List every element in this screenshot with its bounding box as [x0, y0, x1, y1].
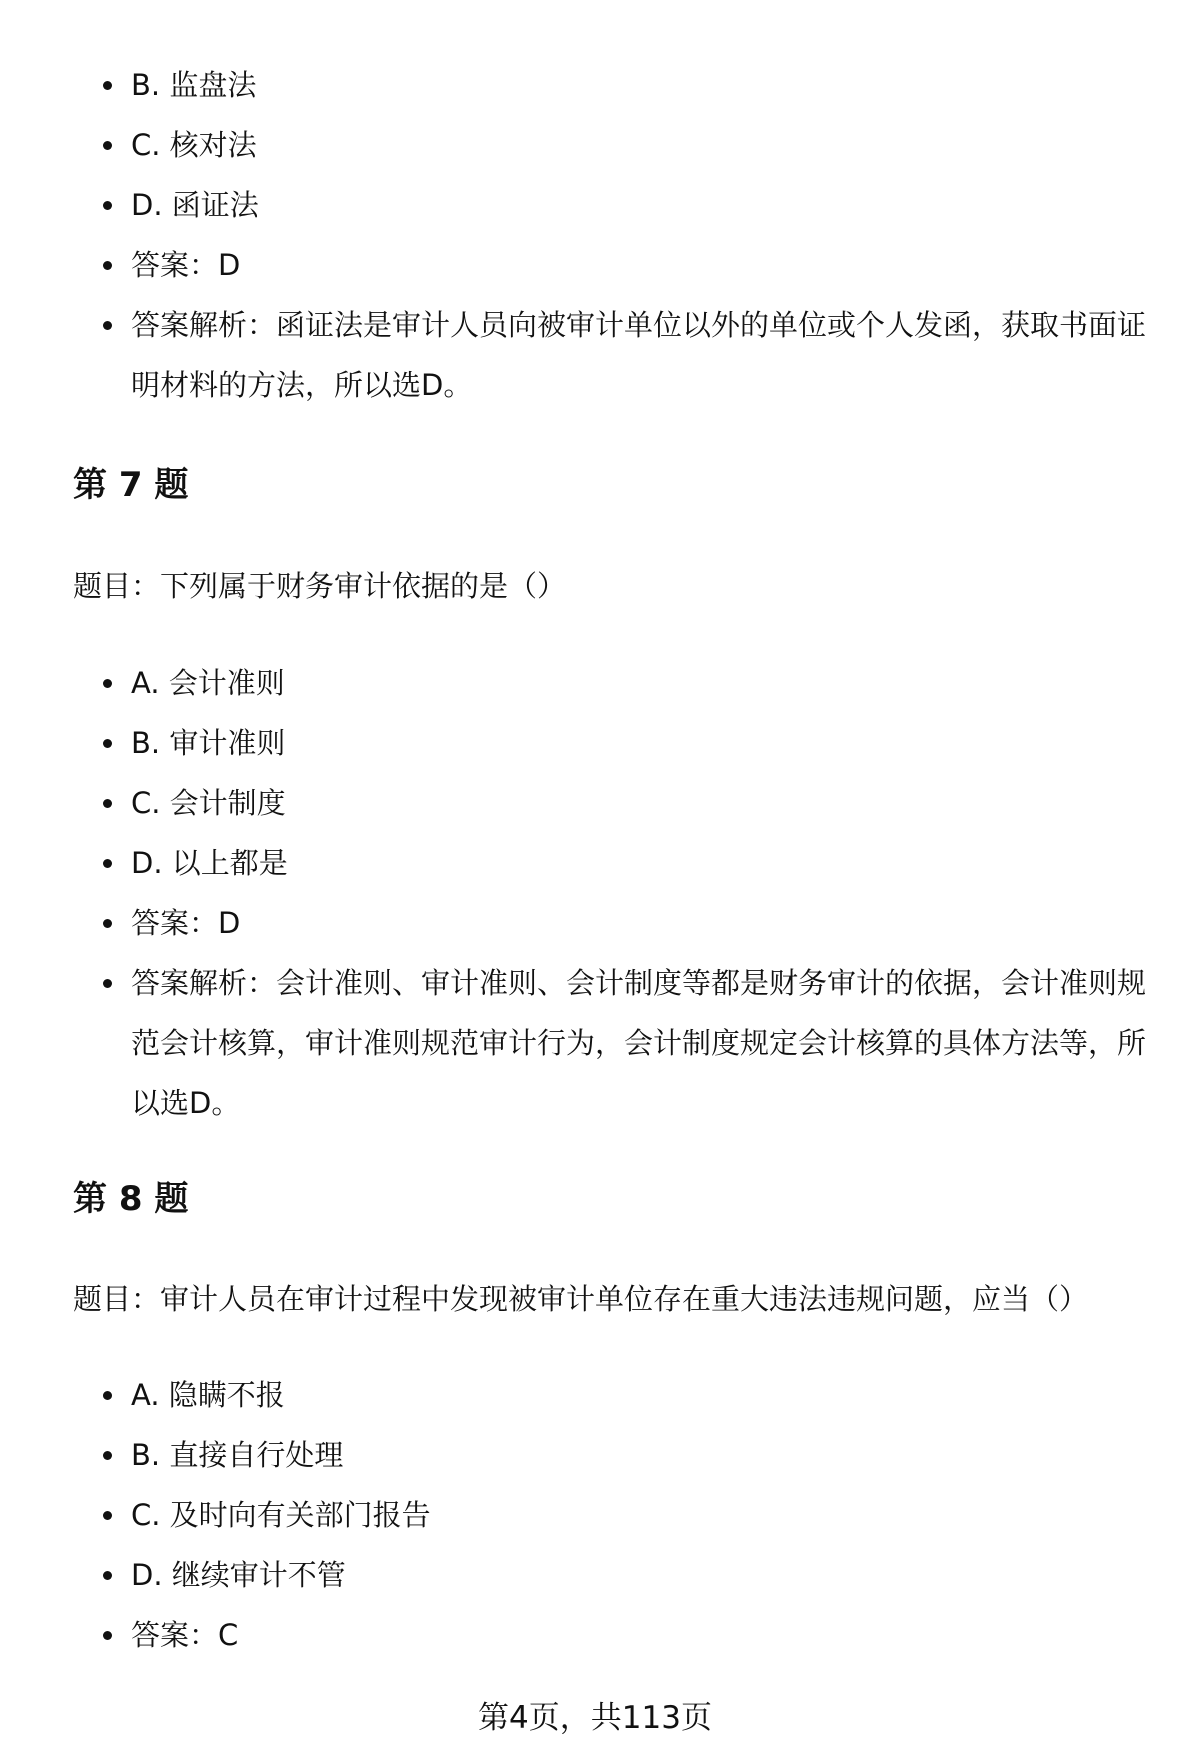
list-item — [0, 295, 1190, 415]
bullet-icon — [103, 1391, 112, 1400]
list-item — [0, 115, 1190, 175]
bullet-icon — [103, 141, 112, 150]
q6-analysis: 答案解析：函证法是审计人员向被审计单位以外的单位或个人发函，获取书面证明材料的方法，所以选D。 — [131, 308, 1147, 402]
q7-heading: 第 7 题 — [73, 465, 189, 505]
q6-option-c: C. 核对法 — [131, 128, 257, 162]
q7-question: 题目：下列属于财务审计依据的是（） — [73, 569, 567, 603]
bullet-icon — [103, 859, 112, 868]
q7-option-b: B. 审计准则 — [131, 726, 286, 760]
q8-option-a: A. 隐瞒不报 — [131, 1378, 285, 1412]
list-item — [0, 653, 1190, 713]
bullet-icon — [103, 321, 112, 330]
q7-option-d: D. 以上都是 — [131, 846, 288, 880]
q6-option-d: D. 函证法 — [131, 188, 259, 222]
list-item — [0, 893, 1190, 953]
list-item — [0, 1545, 1190, 1605]
bullet-icon — [103, 1571, 112, 1580]
list-item — [0, 833, 1190, 893]
q7-option-c: C. 会计制度 — [131, 786, 286, 820]
list-item — [0, 713, 1190, 773]
q8-option-list — [0, 1365, 1190, 1665]
q7-option-list — [0, 653, 1190, 1133]
list-item — [0, 1485, 1190, 1545]
q8-heading: 第 8 题 — [73, 1179, 189, 1219]
bullet-icon — [103, 979, 112, 988]
q8-option-c: C. 及时向有关部门报告 — [131, 1498, 431, 1532]
bullet-icon — [103, 799, 112, 808]
bullet-icon — [103, 679, 112, 688]
list-item — [0, 1605, 1190, 1665]
list-item — [0, 1425, 1190, 1485]
q7-answer: 答案：D — [131, 906, 241, 940]
q7-analysis: 答案解析：会计准则、审计准则、会计制度等都是财务审计的依据，会计准则规范会计核算，审计准则规范审计行为，会计制度规定会计核算的具体方法等，所以选D。 — [131, 966, 1147, 1120]
q8-answer: 答案：C — [131, 1618, 239, 1652]
q7-option-a: A. 会计准则 — [131, 666, 285, 700]
q8-option-b: B. 直接自行处理 — [131, 1438, 344, 1472]
q6-answer: 答案：D — [131, 248, 241, 282]
q8-option-d: D. 继续审计不管 — [131, 1558, 346, 1592]
bullet-icon — [103, 201, 112, 210]
bullet-icon — [103, 1511, 112, 1520]
q8-question: 题目：审计人员在审计过程中发现被审计单位存在重大违法违规问题，应当（） — [73, 1282, 1089, 1316]
list-item — [0, 55, 1190, 115]
bullet-icon — [103, 261, 112, 270]
list-item — [0, 1365, 1190, 1425]
bullet-icon — [103, 919, 112, 928]
list-item — [0, 953, 1190, 1133]
bullet-icon — [103, 1451, 112, 1460]
q6-option-b: B. 监盘法 — [131, 68, 257, 102]
list-item — [0, 175, 1190, 235]
bullet-icon — [103, 1631, 112, 1640]
bullet-icon — [103, 739, 112, 748]
q6-option-list — [0, 55, 1190, 415]
list-item — [0, 773, 1190, 833]
list-item — [0, 235, 1190, 295]
page-number: 第4页，共113页 — [478, 1700, 712, 1736]
bullet-icon — [103, 81, 112, 90]
